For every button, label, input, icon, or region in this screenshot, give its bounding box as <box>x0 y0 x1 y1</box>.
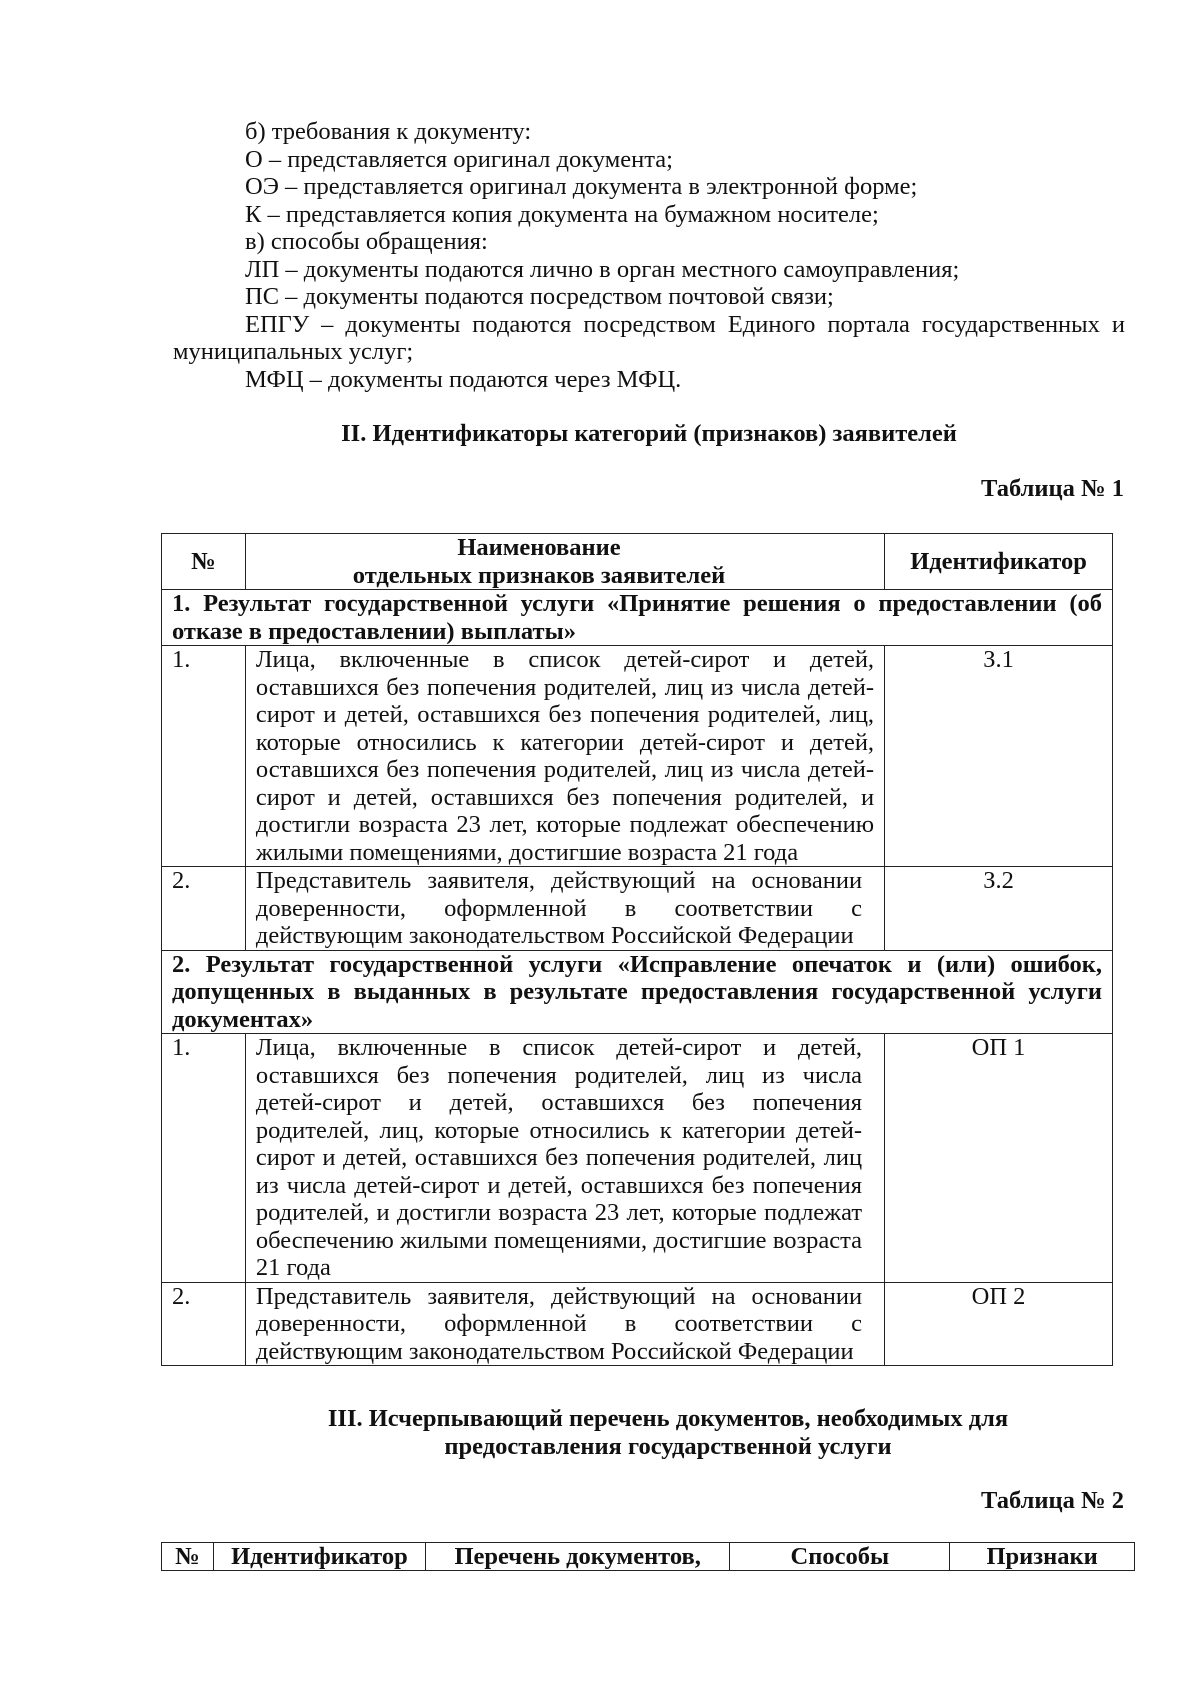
header-name <box>245 534 884 590</box>
row-identifier: З.2 <box>885 867 1113 951</box>
table-2-label: Таблица № 2 <box>981 1487 1124 1514</box>
table-row <box>162 867 1113 951</box>
row-identifier: ОП 1 <box>885 1034 1113 1283</box>
group-2-title: 2. Результат государственной услуги «Исправление опечаток и (или) ошибок, допущенных в выданных в результате предоставления государственной услуги документах» <box>162 950 1113 1034</box>
group-2-row <box>162 950 1113 1034</box>
t2-header-methods: Способы <box>730 1543 950 1571</box>
row-num: 2. <box>162 867 246 951</box>
row-num: 1. <box>162 646 246 867</box>
requirements-title: б) требования к документу: <box>245 118 532 145</box>
group-1-row <box>162 590 1113 646</box>
row-description: Представитель заявителя, действующий на основании доверенности, оформленной в соответствии с действующим законодательством Российской Федерации <box>245 1282 884 1366</box>
method-mfc: МФЦ – документы подаются через МФЦ. <box>245 365 682 393</box>
applicant-identifiers-table <box>161 533 1113 1366</box>
section-2-heading: II. Идентификаторы категорий (признаков) заявителей <box>341 420 957 447</box>
documents-table <box>161 1542 1135 1571</box>
row-description: Представитель заявителя, действующий на основании доверенности, оформленной в соответствии с действующим законодательством Российской Федерации <box>245 867 884 951</box>
requirement-k: К – представляется копия документа на бумажном носителе; <box>245 200 879 228</box>
row-description: Лица, включенные в список детей-сирот и детей, оставшихся без попечения родителей, лиц из числа детей-сирот и детей, оставшихся без попечения родителей, лиц, которые относились к категории детей-сирот и детей, оставшихся без попечения родителей, лиц из числа детей-сирот и детей, оставшихся без попечения родителей, и достигли возраста 23 лет, которые подлежат обеспечению жилыми помещениями, достигшие возраста 21 года <box>245 646 884 867</box>
methods-title: в) способы обращения: <box>245 228 488 255</box>
t2-header-num: № <box>162 1543 214 1571</box>
table-row <box>162 1034 1113 1283</box>
requirement-oe: ОЭ – представляется оригинал документа в электронной форме; <box>245 173 918 200</box>
t2-header-documents: Перечень документов, <box>425 1543 730 1571</box>
table-row <box>162 646 1113 867</box>
header-name-line2: отдельных признаков заявителей <box>352 561 726 589</box>
section-3-heading <box>248 1405 1088 1460</box>
header-ident: Идентификатор <box>885 534 1113 590</box>
table-row <box>162 1282 1113 1366</box>
method-ps: ПС – документы подаются посредством почтовой связи; <box>245 283 834 310</box>
table-1-header-row <box>162 534 1113 590</box>
method-lp: ЛП – документы подаются лично в орган местного самоуправления; <box>245 255 960 283</box>
t2-header-features: Признаки <box>950 1543 1135 1571</box>
method-epgu: ЕПГУ – документы подаются посредством Единого портала государственных и муниципальных услуг; <box>173 310 1125 365</box>
group-1-title: 1. Результат государственной услуги «Принятие решения о предоставлении (об отказе в предоставлении) выплаты» <box>162 590 1113 646</box>
section-3-heading-line1: III. Исчерпывающий перечень документов, необходимых для <box>327 1405 1009 1432</box>
row-identifier: ОП 2 <box>885 1282 1113 1366</box>
table-2-header-row <box>162 1543 1135 1571</box>
t2-header-identifier: Идентификатор <box>213 1543 425 1571</box>
header-num: № <box>162 534 246 590</box>
header-name-line1: Наименование <box>457 534 621 561</box>
row-num: 1. <box>162 1034 246 1283</box>
table-1-label: Таблица № 1 <box>981 475 1124 502</box>
row-identifier: З.1 <box>885 646 1113 867</box>
row-num: 2. <box>162 1282 246 1366</box>
requirement-o: О – представляется оригинал документа; <box>245 145 673 173</box>
row-description: Лица, включенные в список детей-сирот и детей, оставшихся без попечения родителей, лиц из числа детей-сирот и детей, оставшихся без попечения родителей, лиц, которые относились к категории детей-сирот и детей, оставшихся без попечения родителей, лиц из числа детей-сирот и детей, оставшихся без попечения родителей, и достигли возраста 23 лет, которые подлежат обеспечению жилыми помещениями, достигшие возраста 21 года <box>245 1034 884 1283</box>
section-3-heading-line2: предоставления государственной услуги <box>444 1432 892 1460</box>
